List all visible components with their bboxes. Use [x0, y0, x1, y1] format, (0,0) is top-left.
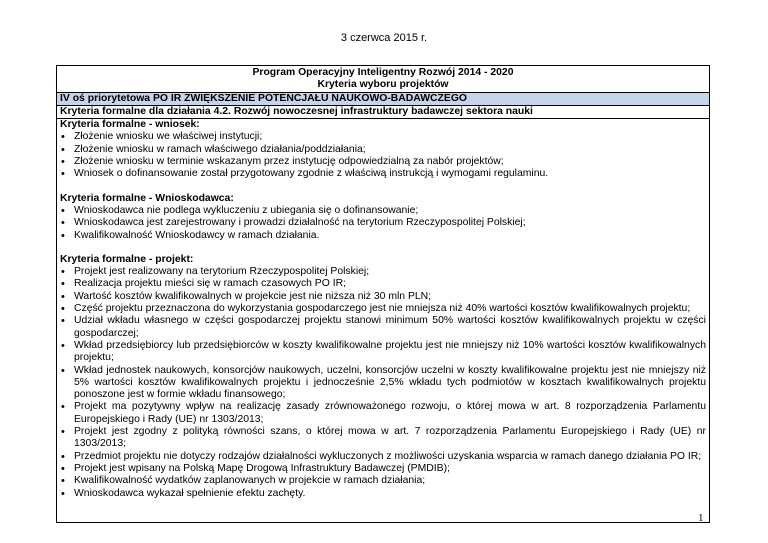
list-item: • Wkład przedsiębiorcy lub przedsiębiorców w koszty kwalifikowalne projektu jest nie mniejszy niż 10% wartości kosztów kwalifikowalnych projektu;: [60, 340, 706, 365]
section-application: [60, 119, 706, 180]
list-item: • Projekt ma pozytywny wpływ na realizację zasady zrównoważonego rozwoju, o której mowa w art. 8 rozporządzenia Parlamentu Europejskiego i Rady (UE) nr 1303/2013;: [60, 401, 706, 426]
section-heading: Kryteria formalne - projekt:: [60, 253, 194, 265]
list-item: • Część projektu przeznaczona do wykorzystania gospodarczego jest nie mniejsza niż 40% wartości kosztów kwalifikowalnych projektu;: [60, 303, 706, 315]
criteria-list: [60, 266, 706, 500]
list-item: • Przedmiot projektu nie dotyczy rodzajów działalności wykluczonych z możliwości uzyskania wsparcia w ramach danego działania PO IR;: [60, 451, 706, 463]
list-item: • Wkład jednostek naukowych, konsorcjów naukowych, uczelni, konsorcjów uczelni w koszty kwalifikowalne projektu jest nie mniejszy niż 5% wartości kosztów kwalifikowalnych projektu i jednocześnie 2,5% wkładu tych podmiotów w kosztach kwalifikowalnych projektu ponoszone jest w formie wkładu finansowego;: [60, 365, 706, 402]
list-item: • Wartość kosztów kwalifikowalnych w projekcie jest nie niższa niż 30 mln PLN;: [60, 291, 706, 303]
criteria-body: [57, 119, 709, 522]
section-heading: Kryteria formalne - Wnioskodawca:: [60, 192, 234, 204]
table-header: [57, 66, 709, 93]
criteria-title-row: Kryteria formalne dla działania 4.2. Rozwój nowoczesnej infrastruktury badawczej sektora nauki: [57, 106, 709, 119]
program-title: Program Operacyjny Inteligentny Rozwój 2014 - 2020: [252, 67, 514, 78]
priority-axis-row: IV oś priorytetowa PO IR ZWIĘKSZENIE POTENCJAŁU NAUKOWO-BADAWCZEGO: [57, 93, 709, 106]
list-item: • Realizacja projektu mieści się w ramach czasowych PO IR;: [60, 278, 706, 290]
criteria-table: [56, 65, 710, 523]
list-item: • Wniosek o dofinansowanie został przygotowany zgodnie z właściwą instrukcją i wymogami regulaminu.: [60, 168, 706, 180]
section-project: [60, 254, 706, 500]
list-item: • Złożenie wniosku w ramach właściwego działania/poddziałania;: [60, 144, 706, 156]
list-item: • Złożenie wniosku we właściwej instytucji;: [60, 131, 706, 143]
section-heading: Kryteria formalne - wniosek:: [60, 119, 200, 131]
criteria-list: [60, 205, 706, 242]
page-number: 1: [698, 512, 704, 524]
list-item: • Złożenie wniosku w terminie wskazanym przez instytucję odpowiedzialną za nabór projektów;: [60, 156, 706, 168]
list-item: • Projekt jest zgodny z polityką równości szans, o której mowa w art. 7 rozporządzenia Parlamentu Europejskiego i Rady (UE) nr 1303/2013;: [60, 426, 706, 451]
list-item: • Udział wkładu własnego w części gospodarczej projektu stanowi minimum 50% wartości kosztów kwalifikowalnych projektu w części gospodarczej;: [60, 315, 706, 340]
list-item: • Projekt jest wpisany na Polską Mapę Drogową Infrastruktury Badawczej (PMDIB);: [60, 463, 706, 475]
list-item: • Wnioskodawca nie podlega wykluczeniu z ubiegania się o dofinansowanie;: [60, 205, 706, 217]
list-item: • Wnioskodawca jest zarejestrowany i prowadzi działalność na terytorium Rzeczypospolitej Polskiej;: [60, 217, 706, 229]
list-item: • Wnioskodawca wykazał spełnienie efektu zachęty.: [60, 488, 706, 500]
program-subtitle: Kryteria wyboru projektów: [317, 79, 449, 91]
list-item: • Kwalifikowalność wydatków zaplanowanych w projekcie w ramach działania;: [60, 475, 706, 487]
document-date: 3 czerwca 2015 r.: [340, 32, 428, 44]
criteria-list: [60, 131, 706, 180]
list-item: • Kwalifikowalność Wnioskodawcy w ramach działania.: [60, 230, 706, 242]
section-applicant: [60, 193, 706, 242]
list-item: • Projekt jest realizowany na terytorium Rzeczypospolitej Polskiej;: [60, 266, 706, 278]
